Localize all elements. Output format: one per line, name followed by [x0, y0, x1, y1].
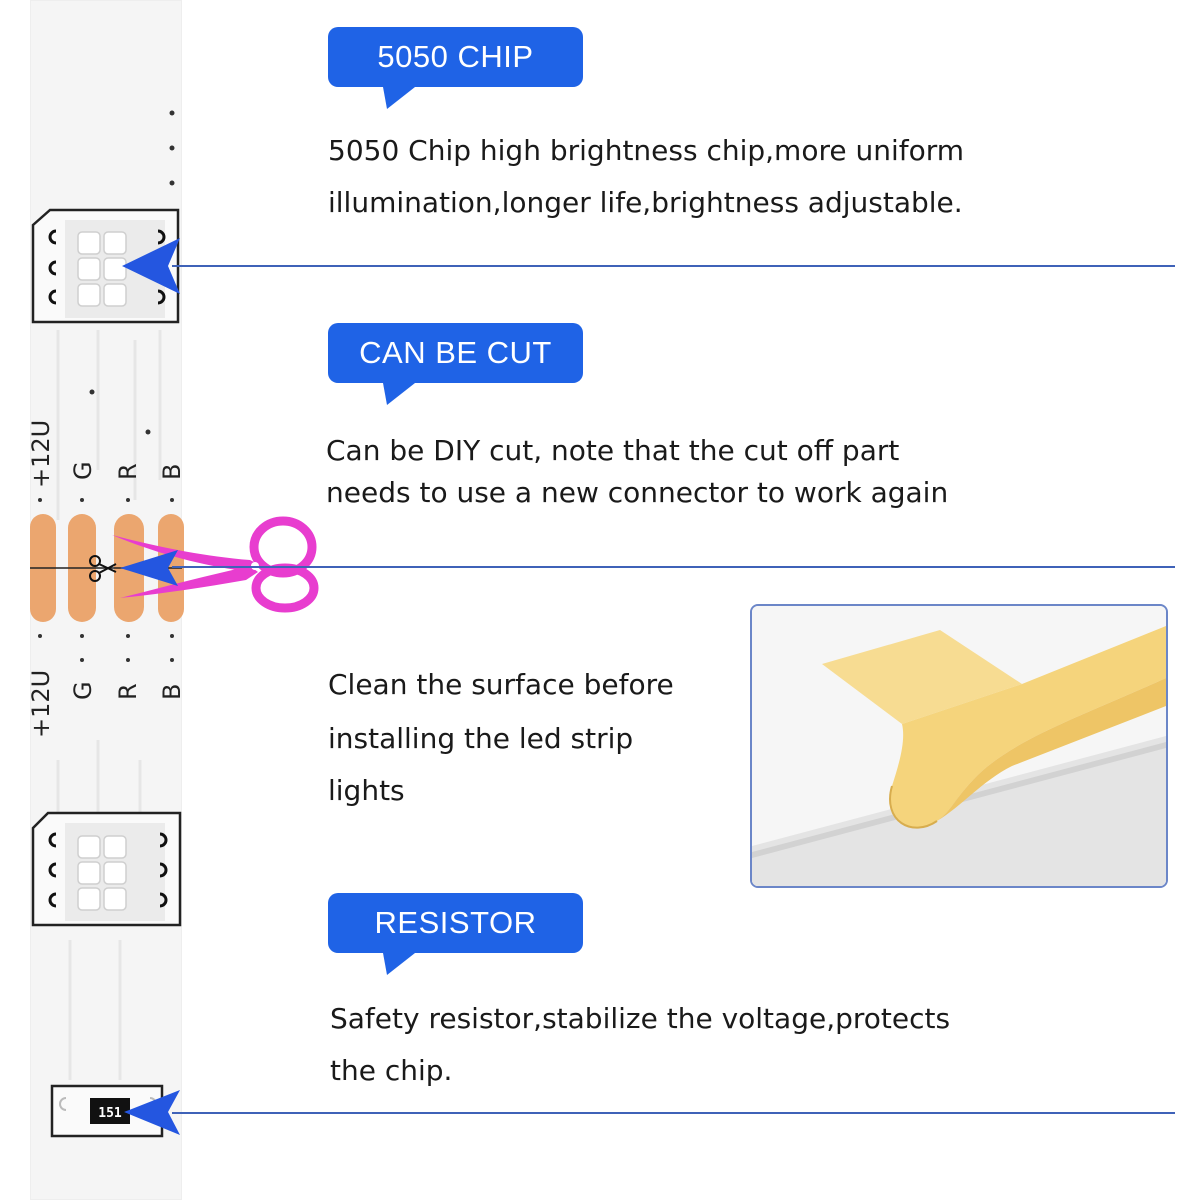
pad-label-top-4: B: [158, 463, 186, 480]
clean-desc-line-3: lights: [328, 774, 405, 807]
cut-desc-line-1: Can be DIY cut, note that the cut off part: [326, 434, 900, 467]
clean-desc-line-1: Clean the surface before: [328, 668, 674, 701]
leader-line-cut: [172, 566, 1175, 568]
pad-label-bottom-2: G: [69, 681, 97, 700]
leader-line-chip: [172, 265, 1175, 267]
pad-label-top-3: R: [114, 463, 142, 480]
resistor-desc-line-1: Safety resistor,stabilize the voltage,protects: [330, 1002, 951, 1035]
chip-desc-line-2: illumination,longer life,brightness adjustable.: [328, 186, 963, 219]
resistor-desc-line-2: the chip.: [330, 1054, 453, 1087]
adhesive-tape-image: [750, 604, 1168, 888]
tape-peel-icon: [752, 606, 1166, 886]
chip-bottom: [33, 813, 180, 925]
pad-label-top-2: G: [69, 461, 97, 480]
chip-desc-line-1: 5050 Chip high brightness chip,more uniform: [328, 134, 965, 167]
pad-label-bottom-3: R: [114, 683, 142, 700]
leader-line-resistor: [172, 1112, 1175, 1114]
cut-desc-line-2: needs to use a new connector to work again: [326, 476, 949, 509]
resistor-callout: RESISTOR: [328, 893, 583, 953]
resistor-code: 151: [98, 1106, 122, 1121]
pad-label-top-1: +12U: [27, 419, 55, 488]
chip-callout: 5050 CHIP: [328, 27, 583, 87]
cut-callout: CAN BE CUT: [328, 323, 583, 383]
pad-label-bottom-1: +12U: [27, 669, 55, 738]
pad-label-bottom-4: B: [158, 683, 186, 700]
clean-desc-line-2: installing the led strip: [328, 722, 634, 755]
